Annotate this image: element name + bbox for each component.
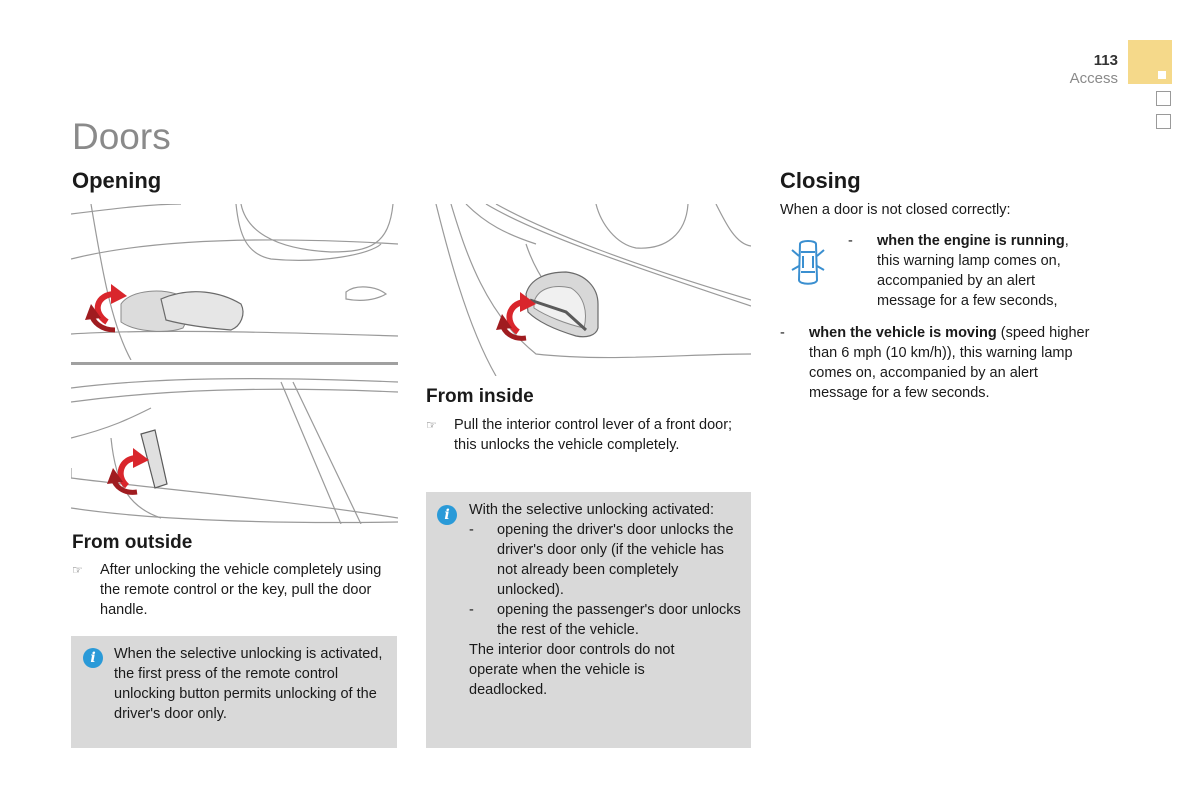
from-outside-heading: From outside	[72, 532, 193, 553]
note-outro: The interior door controls do not operate when the vehicle is deadlocked.	[469, 642, 675, 698]
opening-heading: Opening	[72, 168, 162, 193]
section-tab	[1156, 114, 1171, 129]
page-title: Doors	[72, 116, 171, 157]
note-list-item: - opening the passenger's door unlocks the rest of the vehicle.	[469, 602, 741, 638]
note-list-item: - opening the driver's door unlocks the driver's door only (if the vehicle has not already been completely unlocked).	[469, 522, 734, 598]
tab-dot	[1158, 71, 1166, 79]
closing-item1-text: , this warning lamp comes on, accompanied by an alert message for a few seconds,	[877, 233, 1069, 309]
closing-item1-bold: when the engine is running	[877, 233, 1065, 249]
page-number: 113	[1093, 52, 1118, 69]
pointing-hand-icon: ☞	[72, 563, 83, 577]
from-inside-heading: From inside	[426, 386, 534, 407]
interior-door-lever-illustration	[426, 204, 751, 376]
section-name: Access	[1069, 70, 1118, 87]
divider	[71, 362, 398, 365]
note-item-passenger: opening the passenger's door unlocks the rest of the vehicle.	[497, 602, 741, 638]
note-intro: With the selective unlocking activated:	[469, 502, 715, 518]
from-outside-text: After unlocking the vehicle completely using the remote control or the key, pull the door handle.	[100, 562, 382, 618]
section-tab	[1156, 91, 1171, 106]
exterior-door-handle-illustration	[71, 204, 398, 360]
pointing-hand-icon: ☞	[426, 418, 437, 432]
closing-item-engine-running: - when the engine is running, this warning lamp comes on, accompanied by an alert message for a few seconds,	[848, 233, 1069, 309]
selective-unlocking-details-note	[426, 492, 751, 748]
closing-item2-bold: when the vehicle is moving	[809, 325, 997, 341]
closing-item2-text: (speed higher than 6 mph (10 km/h)), this warning lamp comes on, accompanied by an alert message for a few seconds.	[809, 325, 1090, 401]
closing-item-vehicle-moving: - when the vehicle is moving (speed higher than 6 mph (10 km/h)), this warning lamp comes on, accompanied by an alert message for a few seconds.	[780, 325, 1090, 401]
info-icon: i	[437, 505, 457, 525]
closing-heading: Closing	[780, 168, 861, 193]
selective-unlocking-note	[71, 636, 397, 748]
door-open-warning-icon	[790, 238, 826, 288]
closing-intro: When a door is not closed correctly:	[780, 202, 1011, 218]
exterior-door-side-illustration	[71, 368, 398, 524]
note-text: When the selective unlocking is activated, the first press of the remote control unlocking button permits unlocking of the driver's door only.	[114, 646, 383, 722]
from-outside-instruction	[72, 560, 398, 620]
section-tab-active	[1128, 40, 1172, 84]
from-inside-instruction	[426, 415, 756, 455]
note-item-driver: opening the driver's door unlocks the driver's door only (if the vehicle has not already been completely unlocked).	[497, 522, 734, 598]
note-content	[469, 500, 741, 700]
info-icon: i	[83, 648, 103, 668]
from-inside-text: Pull the interior control lever of a front door; this unlocks the vehicle completely.	[454, 417, 733, 453]
